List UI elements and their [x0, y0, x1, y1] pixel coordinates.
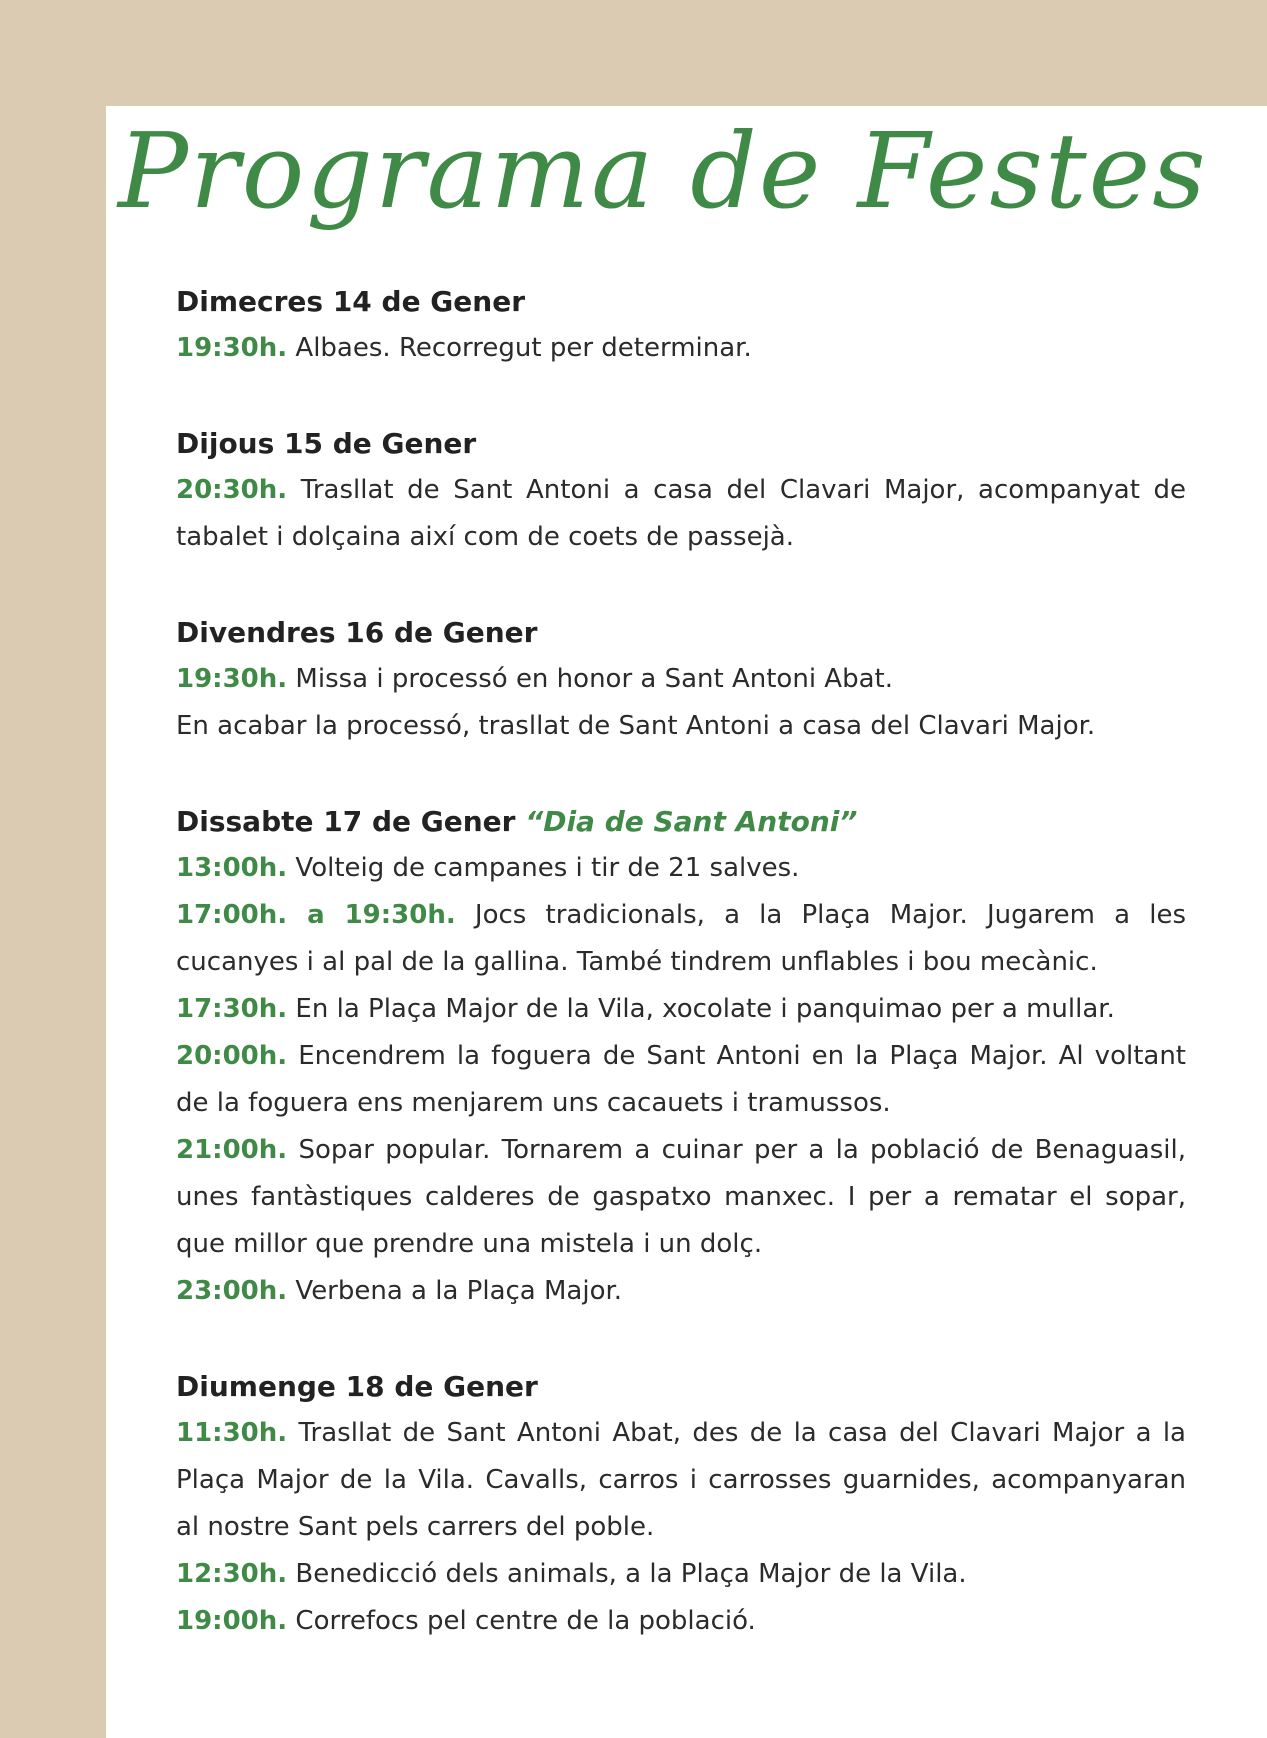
event-time: 20:30h.	[176, 475, 288, 505]
page-title: Programa de Festes	[118, 110, 1208, 232]
event-text: Missa i processó en honor a Sant Antoni Abat.	[295, 664, 893, 694]
event-time: 12:30h.	[176, 1559, 288, 1589]
day-title-text: Dissabte 17 de Gener	[176, 805, 516, 838]
event-item	[176, 1268, 1186, 1315]
festival-program	[176, 278, 1186, 1693]
day-title	[176, 798, 1186, 845]
event-time: 17:30h.	[176, 994, 288, 1024]
day-section	[176, 1363, 1186, 1645]
event-item	[176, 845, 1186, 892]
event-text: Benedicció dels animals, a la Plaça Major de la Vila.	[295, 1559, 967, 1589]
day-section	[176, 798, 1186, 1315]
event-time: 17:00h. a 19:30h.	[176, 900, 456, 930]
event-time: 11:30h.	[176, 1418, 288, 1448]
event-text: Encendrem la foguera de Sant Antoni en la Plaça Major. Al voltant de la foguera ens menjarem uns cacauets i tramussos.	[176, 1041, 1186, 1118]
event-text: Trasllat de Sant Antoni a casa del Clavari Major, acompanyat de tabalet i dolçaina així com de coets de passejà.	[176, 475, 1187, 552]
day-section	[176, 278, 1186, 372]
event-time: 23:00h.	[176, 1276, 288, 1306]
event-time: 19:30h.	[176, 664, 288, 694]
program-page	[106, 106, 1267, 1738]
event-time: 19:00h.	[176, 1606, 288, 1636]
day-title: Divendres 16 de Gener	[176, 616, 538, 649]
event-note: En acabar la processó, trasllat de Sant Antoni a casa del Clavari Major.	[176, 711, 1096, 741]
event-text: Correfocs pel centre de la població.	[295, 1606, 756, 1636]
day-title: Dimecres 14 de Gener	[176, 285, 526, 318]
event-text: Sopar popular. Tornarem a cuinar per a la població de Benaguasil, unes fantàstiques calderes de gaspatxo manxec. I per a rematar el sopar, que millor que prendre una mistela i un dolç.	[176, 1135, 1187, 1259]
day-section	[176, 420, 1186, 561]
event-item	[176, 986, 1186, 1033]
event-item	[176, 892, 1186, 986]
event-text: Jocs tradicionals, a la Plaça Major. Jugarem a les cucanyes i al pal de la gallina. També tindrem unflables i bou mecànic.	[176, 900, 1187, 977]
day-highlight: “Dia de Sant Antoni”	[525, 805, 858, 838]
event-text: En la Plaça Major de la Vila, xocolate i panquimao per a mullar.	[295, 994, 1115, 1024]
event-text: Trasllat de Sant Antoni Abat, des de la casa del Clavari Major a la Plaça Major de la Vila. Cavalls, carros i carrosses guarnides, acompanyaran al nostre Sant pels carrers del poble.	[176, 1418, 1186, 1542]
event-item	[176, 325, 1186, 372]
event-item	[176, 1127, 1186, 1268]
event-time: 21:00h.	[176, 1135, 288, 1165]
event-item	[176, 1033, 1186, 1127]
event-time: 19:30h.	[176, 333, 288, 363]
event-text: Albaes. Recorregut per determinar.	[295, 333, 752, 363]
event-item	[176, 467, 1186, 561]
event-item	[176, 1598, 1186, 1645]
event-item	[176, 1551, 1186, 1598]
event-text: Volteig de campanes i tir de 21 salves.	[295, 853, 800, 883]
day-title: Diumenge 18 de Gener	[176, 1370, 538, 1403]
event-item	[176, 1410, 1186, 1551]
event-item	[176, 656, 1186, 703]
day-section	[176, 609, 1186, 750]
event-time: 20:00h.	[176, 1041, 288, 1071]
day-title: Dijous 15 de Gener	[176, 427, 477, 460]
event-time: 13:00h.	[176, 853, 288, 883]
event-text: Verbena a la Plaça Major.	[295, 1276, 623, 1306]
